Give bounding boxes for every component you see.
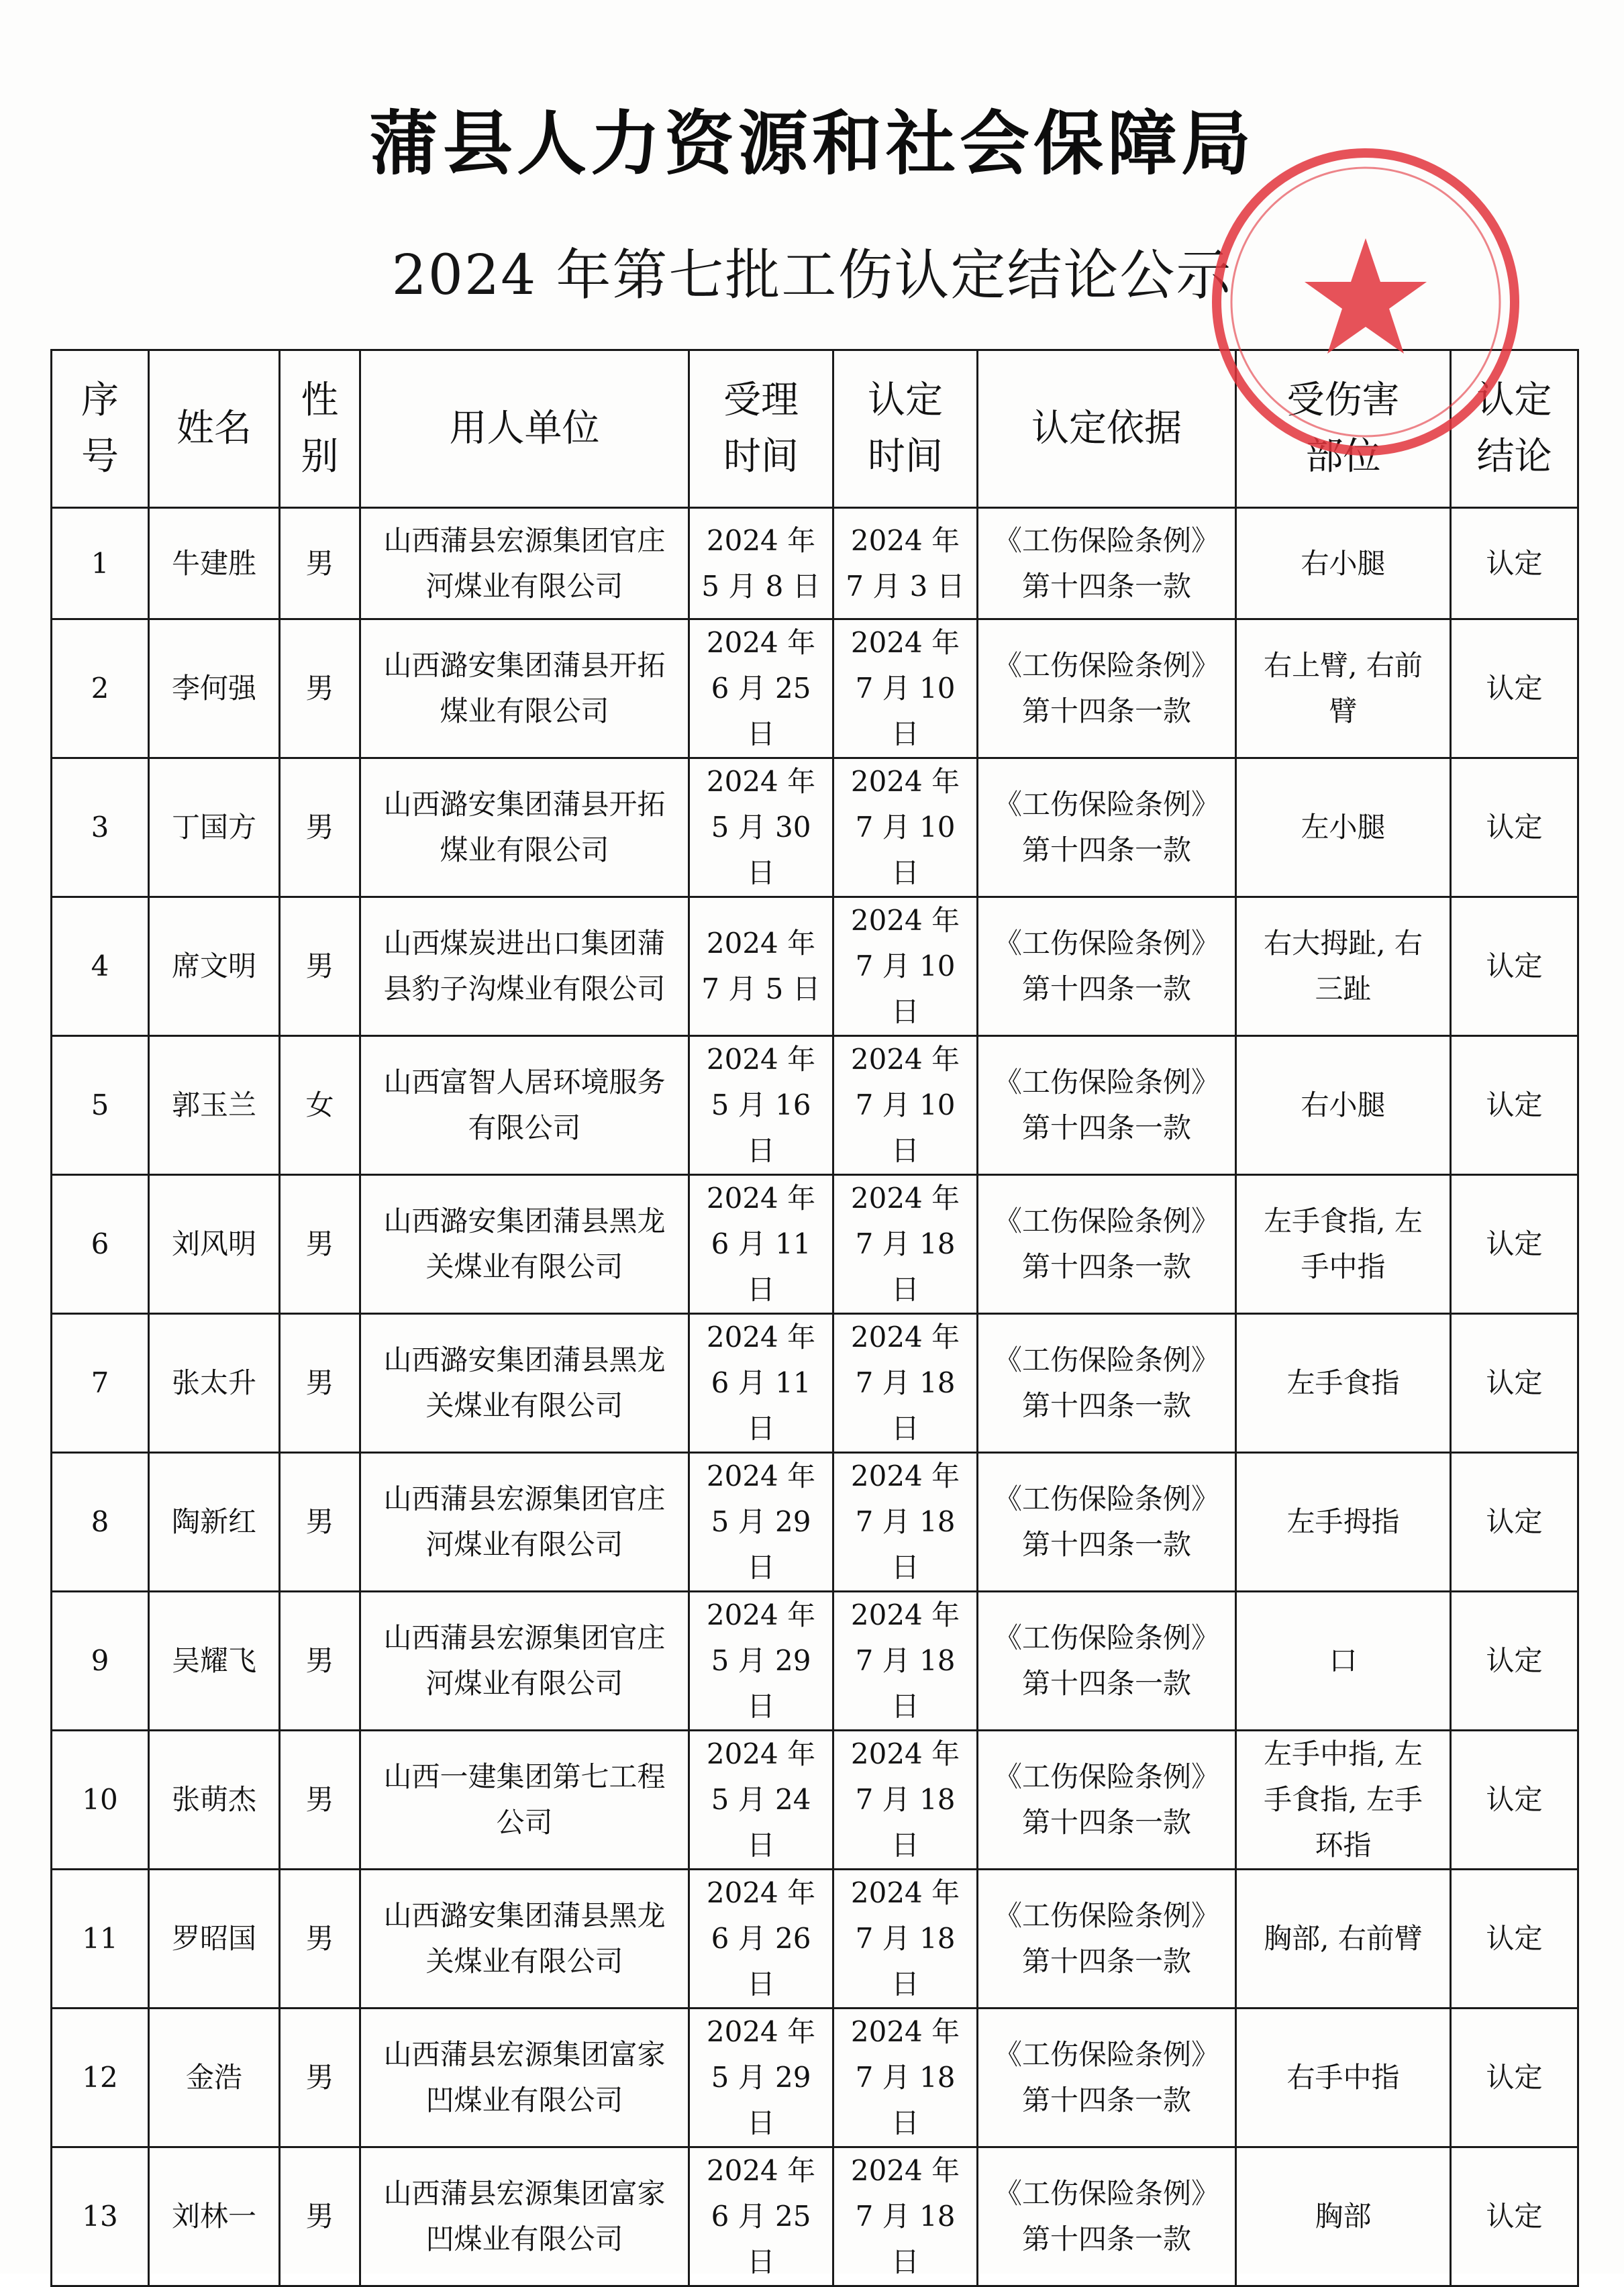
decision-date: 2024 年 7 月 18 日 bbox=[833, 1870, 978, 2009]
determination-result: 认定 bbox=[1451, 897, 1578, 1036]
injured-body-part: 右小腿 bbox=[1236, 508, 1451, 619]
injured-body-part: 右上臂, 右前 臂 bbox=[1236, 619, 1451, 758]
legal-basis: 《工伤保险条例》 第十四条一款 bbox=[978, 1453, 1236, 1592]
employer-name: 山西煤炭进出口集团蒲 县豹子沟煤业有限公司 bbox=[360, 897, 689, 1036]
determination-result: 认定 bbox=[1451, 2147, 1578, 2286]
employer-name: 山西蒲县宏源集团官庄 河煤业有限公司 bbox=[360, 508, 689, 619]
row-number: 1 bbox=[52, 508, 149, 619]
determination-result: 认定 bbox=[1451, 1314, 1578, 1453]
accepted-date: 2024 年 6 月 26 日 bbox=[689, 1870, 833, 2009]
determination-result: 认定 bbox=[1451, 2009, 1578, 2147]
employer-name: 山西潞安集团蒲县黑龙 关煤业有限公司 bbox=[360, 1314, 689, 1453]
employee-gender: 男 bbox=[280, 1731, 360, 1870]
row-number: 10 bbox=[52, 1731, 149, 1870]
injured-body-part: 左小腿 bbox=[1236, 758, 1451, 897]
injured-body-part: 口 bbox=[1236, 1592, 1451, 1731]
employee-gender: 男 bbox=[280, 897, 360, 1036]
table-row bbox=[52, 1175, 1578, 1314]
employer-name: 山西潞安集团蒲县黑龙 关煤业有限公司 bbox=[360, 1175, 689, 1314]
legal-basis: 《工伤保险条例》 第十四条一款 bbox=[978, 1731, 1236, 1870]
table-row bbox=[52, 508, 1578, 619]
employee-gender: 男 bbox=[280, 1870, 360, 2009]
row-number: 5 bbox=[52, 1036, 149, 1175]
decision-date: 2024 年 7 月 10 日 bbox=[833, 1036, 978, 1175]
accepted-date: 2024 年 6 月 25 日 bbox=[689, 619, 833, 758]
injured-body-part: 右小腿 bbox=[1236, 1036, 1451, 1175]
employee-gender: 男 bbox=[280, 2147, 360, 2286]
injured-body-part: 胸部, 右前臂 bbox=[1236, 1870, 1451, 2009]
column-header-injured-part: 受伤害 部位 bbox=[1236, 350, 1451, 508]
decision-date: 2024 年 7 月 18 日 bbox=[833, 1453, 978, 1592]
employer-name: 山西蒲县宏源集团官庄 河煤业有限公司 bbox=[360, 1453, 689, 1592]
table-row bbox=[52, 1453, 1578, 1592]
legal-basis: 《工伤保险条例》 第十四条一款 bbox=[978, 1175, 1236, 1314]
row-number: 8 bbox=[52, 1453, 149, 1592]
employee-name: 刘林一 bbox=[149, 2147, 280, 2286]
column-header-no: 序 号 bbox=[52, 350, 149, 508]
row-number: 9 bbox=[52, 1592, 149, 1731]
employer-name: 山西潞安集团蒲县黑龙 关煤业有限公司 bbox=[360, 1870, 689, 2009]
determination-result: 认定 bbox=[1451, 758, 1578, 897]
employer-name: 山西蒲县宏源集团富家 凹煤业有限公司 bbox=[360, 2009, 689, 2147]
determination-result: 认定 bbox=[1451, 1870, 1578, 2009]
determination-result: 认定 bbox=[1451, 1731, 1578, 1870]
accepted-date: 2024 年 6 月 11 日 bbox=[689, 1314, 833, 1453]
accepted-date: 2024 年 7 月 5 日 bbox=[689, 897, 833, 1036]
injury-determination-table bbox=[50, 349, 1579, 2287]
table-row bbox=[52, 1036, 1578, 1175]
determination-result: 认定 bbox=[1451, 1453, 1578, 1592]
row-number: 4 bbox=[52, 897, 149, 1036]
table-row bbox=[52, 1592, 1578, 1731]
employee-gender: 男 bbox=[280, 1175, 360, 1314]
employee-name: 吴耀飞 bbox=[149, 1592, 280, 1731]
employee-name: 丁国方 bbox=[149, 758, 280, 897]
employee-gender: 男 bbox=[280, 1592, 360, 1731]
injured-body-part: 右手中指 bbox=[1236, 2009, 1451, 2147]
accepted-date: 2024 年 5 月 8 日 bbox=[689, 508, 833, 619]
decision-date: 2024 年 7 月 18 日 bbox=[833, 1592, 978, 1731]
decision-date: 2024 年 7 月 18 日 bbox=[833, 2009, 978, 2147]
determination-result: 认定 bbox=[1451, 1036, 1578, 1175]
employee-name: 李何强 bbox=[149, 619, 280, 758]
employee-name: 张萌杰 bbox=[149, 1731, 280, 1870]
employer-name: 山西蒲县宏源集团富家 凹煤业有限公司 bbox=[360, 2147, 689, 2286]
accepted-date: 2024 年 5 月 29 日 bbox=[689, 1592, 833, 1731]
row-number: 3 bbox=[52, 758, 149, 897]
legal-basis: 《工伤保险条例》 第十四条一款 bbox=[978, 619, 1236, 758]
column-header-accepted-date: 受理 时间 bbox=[689, 350, 833, 508]
decision-date: 2024 年 7 月 10 日 bbox=[833, 897, 978, 1036]
injured-body-part: 胸部 bbox=[1236, 2147, 1451, 2286]
legal-basis: 《工伤保险条例》 第十四条一款 bbox=[978, 2147, 1236, 2286]
legal-basis: 《工伤保险条例》 第十四条一款 bbox=[978, 897, 1236, 1036]
employee-name: 牛建胜 bbox=[149, 508, 280, 619]
employee-name: 金浩 bbox=[149, 2009, 280, 2147]
injured-body-part: 左手食指, 左 手中指 bbox=[1236, 1175, 1451, 1314]
employee-name: 陶新红 bbox=[149, 1453, 280, 1592]
employer-name: 山西富智人居环境服务 有限公司 bbox=[360, 1036, 689, 1175]
decision-date: 2024 年 7 月 3 日 bbox=[833, 508, 978, 619]
injured-body-part: 左手拇指 bbox=[1236, 1453, 1451, 1592]
accepted-date: 2024 年 6 月 25 日 bbox=[689, 2147, 833, 2286]
legal-basis: 《工伤保险条例》 第十四条一款 bbox=[978, 1314, 1236, 1453]
legal-basis: 《工伤保险条例》 第十四条一款 bbox=[978, 1592, 1236, 1731]
row-number: 12 bbox=[52, 2009, 149, 2147]
injured-body-part: 左手中指, 左 手食指, 左手 环指 bbox=[1236, 1731, 1451, 1870]
table-row bbox=[52, 1314, 1578, 1453]
table-row bbox=[52, 2147, 1578, 2286]
employee-gender: 男 bbox=[280, 2009, 360, 2147]
table-body bbox=[52, 508, 1578, 2286]
decision-date: 2024 年 7 月 10 日 bbox=[833, 619, 978, 758]
determination-result: 认定 bbox=[1451, 508, 1578, 619]
column-header-name: 姓名 bbox=[149, 350, 280, 508]
employer-name: 山西潞安集团蒲县开拓 煤业有限公司 bbox=[360, 758, 689, 897]
row-number: 7 bbox=[52, 1314, 149, 1453]
employer-name: 山西蒲县宏源集团官庄 河煤业有限公司 bbox=[360, 1592, 689, 1731]
injured-body-part: 左手食指 bbox=[1236, 1314, 1451, 1453]
employer-name: 山西潞安集团蒲县开拓 煤业有限公司 bbox=[360, 619, 689, 758]
employer-name: 山西一建集团第七工程 公司 bbox=[360, 1731, 689, 1870]
decision-date: 2024 年 7 月 10 日 bbox=[833, 758, 978, 897]
row-number: 2 bbox=[52, 619, 149, 758]
legal-basis: 《工伤保险条例》 第十四条一款 bbox=[978, 508, 1236, 619]
employee-gender: 男 bbox=[280, 619, 360, 758]
row-number: 13 bbox=[52, 2147, 149, 2286]
decision-date: 2024 年 7 月 18 日 bbox=[833, 1175, 978, 1314]
legal-basis: 《工伤保险条例》 第十四条一款 bbox=[978, 1036, 1236, 1175]
column-header-employer: 用人单位 bbox=[360, 350, 689, 508]
organization-title: 蒲县人力资源和社会保障局 bbox=[368, 103, 1255, 185]
table-row bbox=[52, 619, 1578, 758]
employee-gender: 男 bbox=[280, 758, 360, 897]
column-header-conclusion: 认定 结论 bbox=[1451, 350, 1578, 508]
legal-basis: 《工伤保险条例》 第十四条一款 bbox=[978, 2009, 1236, 2147]
row-number: 6 bbox=[52, 1175, 149, 1314]
column-header-decision-date: 认定 时间 bbox=[833, 350, 978, 508]
employee-gender: 男 bbox=[280, 508, 360, 619]
accepted-date: 2024 年 6 月 11 日 bbox=[689, 1175, 833, 1314]
determination-result: 认定 bbox=[1451, 619, 1578, 758]
decision-date: 2024 年 7 月 18 日 bbox=[833, 1731, 978, 1870]
table-row bbox=[52, 1870, 1578, 2009]
employee-name: 席文明 bbox=[149, 897, 280, 1036]
legal-basis: 《工伤保险条例》 第十四条一款 bbox=[978, 1870, 1236, 2009]
document-title: 2024 年第七批工伤认定结论公示 bbox=[391, 244, 1233, 307]
table-row bbox=[52, 1731, 1578, 1870]
column-header-gender: 性 别 bbox=[280, 350, 360, 508]
legal-basis: 《工伤保险条例》 第十四条一款 bbox=[978, 758, 1236, 897]
decision-date: 2024 年 7 月 18 日 bbox=[833, 1314, 978, 1453]
employee-name: 郭玉兰 bbox=[149, 1036, 280, 1175]
accepted-date: 2024 年 5 月 16 日 bbox=[689, 1036, 833, 1175]
table-row bbox=[52, 758, 1578, 897]
table-row bbox=[52, 2009, 1578, 2147]
column-header-legal-basis: 认定依据 bbox=[978, 350, 1236, 508]
employee-name: 张太升 bbox=[149, 1314, 280, 1453]
employee-name: 刘风明 bbox=[149, 1175, 280, 1314]
accepted-date: 2024 年 5 月 29 日 bbox=[689, 1453, 833, 1592]
accepted-date: 2024 年 5 月 29 日 bbox=[689, 2009, 833, 2147]
employee-gender: 男 bbox=[280, 1453, 360, 1592]
determination-result: 认定 bbox=[1451, 1175, 1578, 1314]
employee-gender: 女 bbox=[280, 1036, 360, 1175]
employee-gender: 男 bbox=[280, 1314, 360, 1453]
row-number: 11 bbox=[52, 1870, 149, 2009]
accepted-date: 2024 年 5 月 24 日 bbox=[689, 1731, 833, 1870]
table-header-row bbox=[52, 350, 1578, 508]
determination-result: 认定 bbox=[1451, 1592, 1578, 1731]
decision-date: 2024 年 7 月 18 日 bbox=[833, 2147, 978, 2286]
injured-body-part: 右大拇趾, 右 三趾 bbox=[1236, 897, 1451, 1036]
accepted-date: 2024 年 5 月 30 日 bbox=[689, 758, 833, 897]
table-row bbox=[52, 897, 1578, 1036]
employee-name: 罗昭国 bbox=[149, 1870, 280, 2009]
